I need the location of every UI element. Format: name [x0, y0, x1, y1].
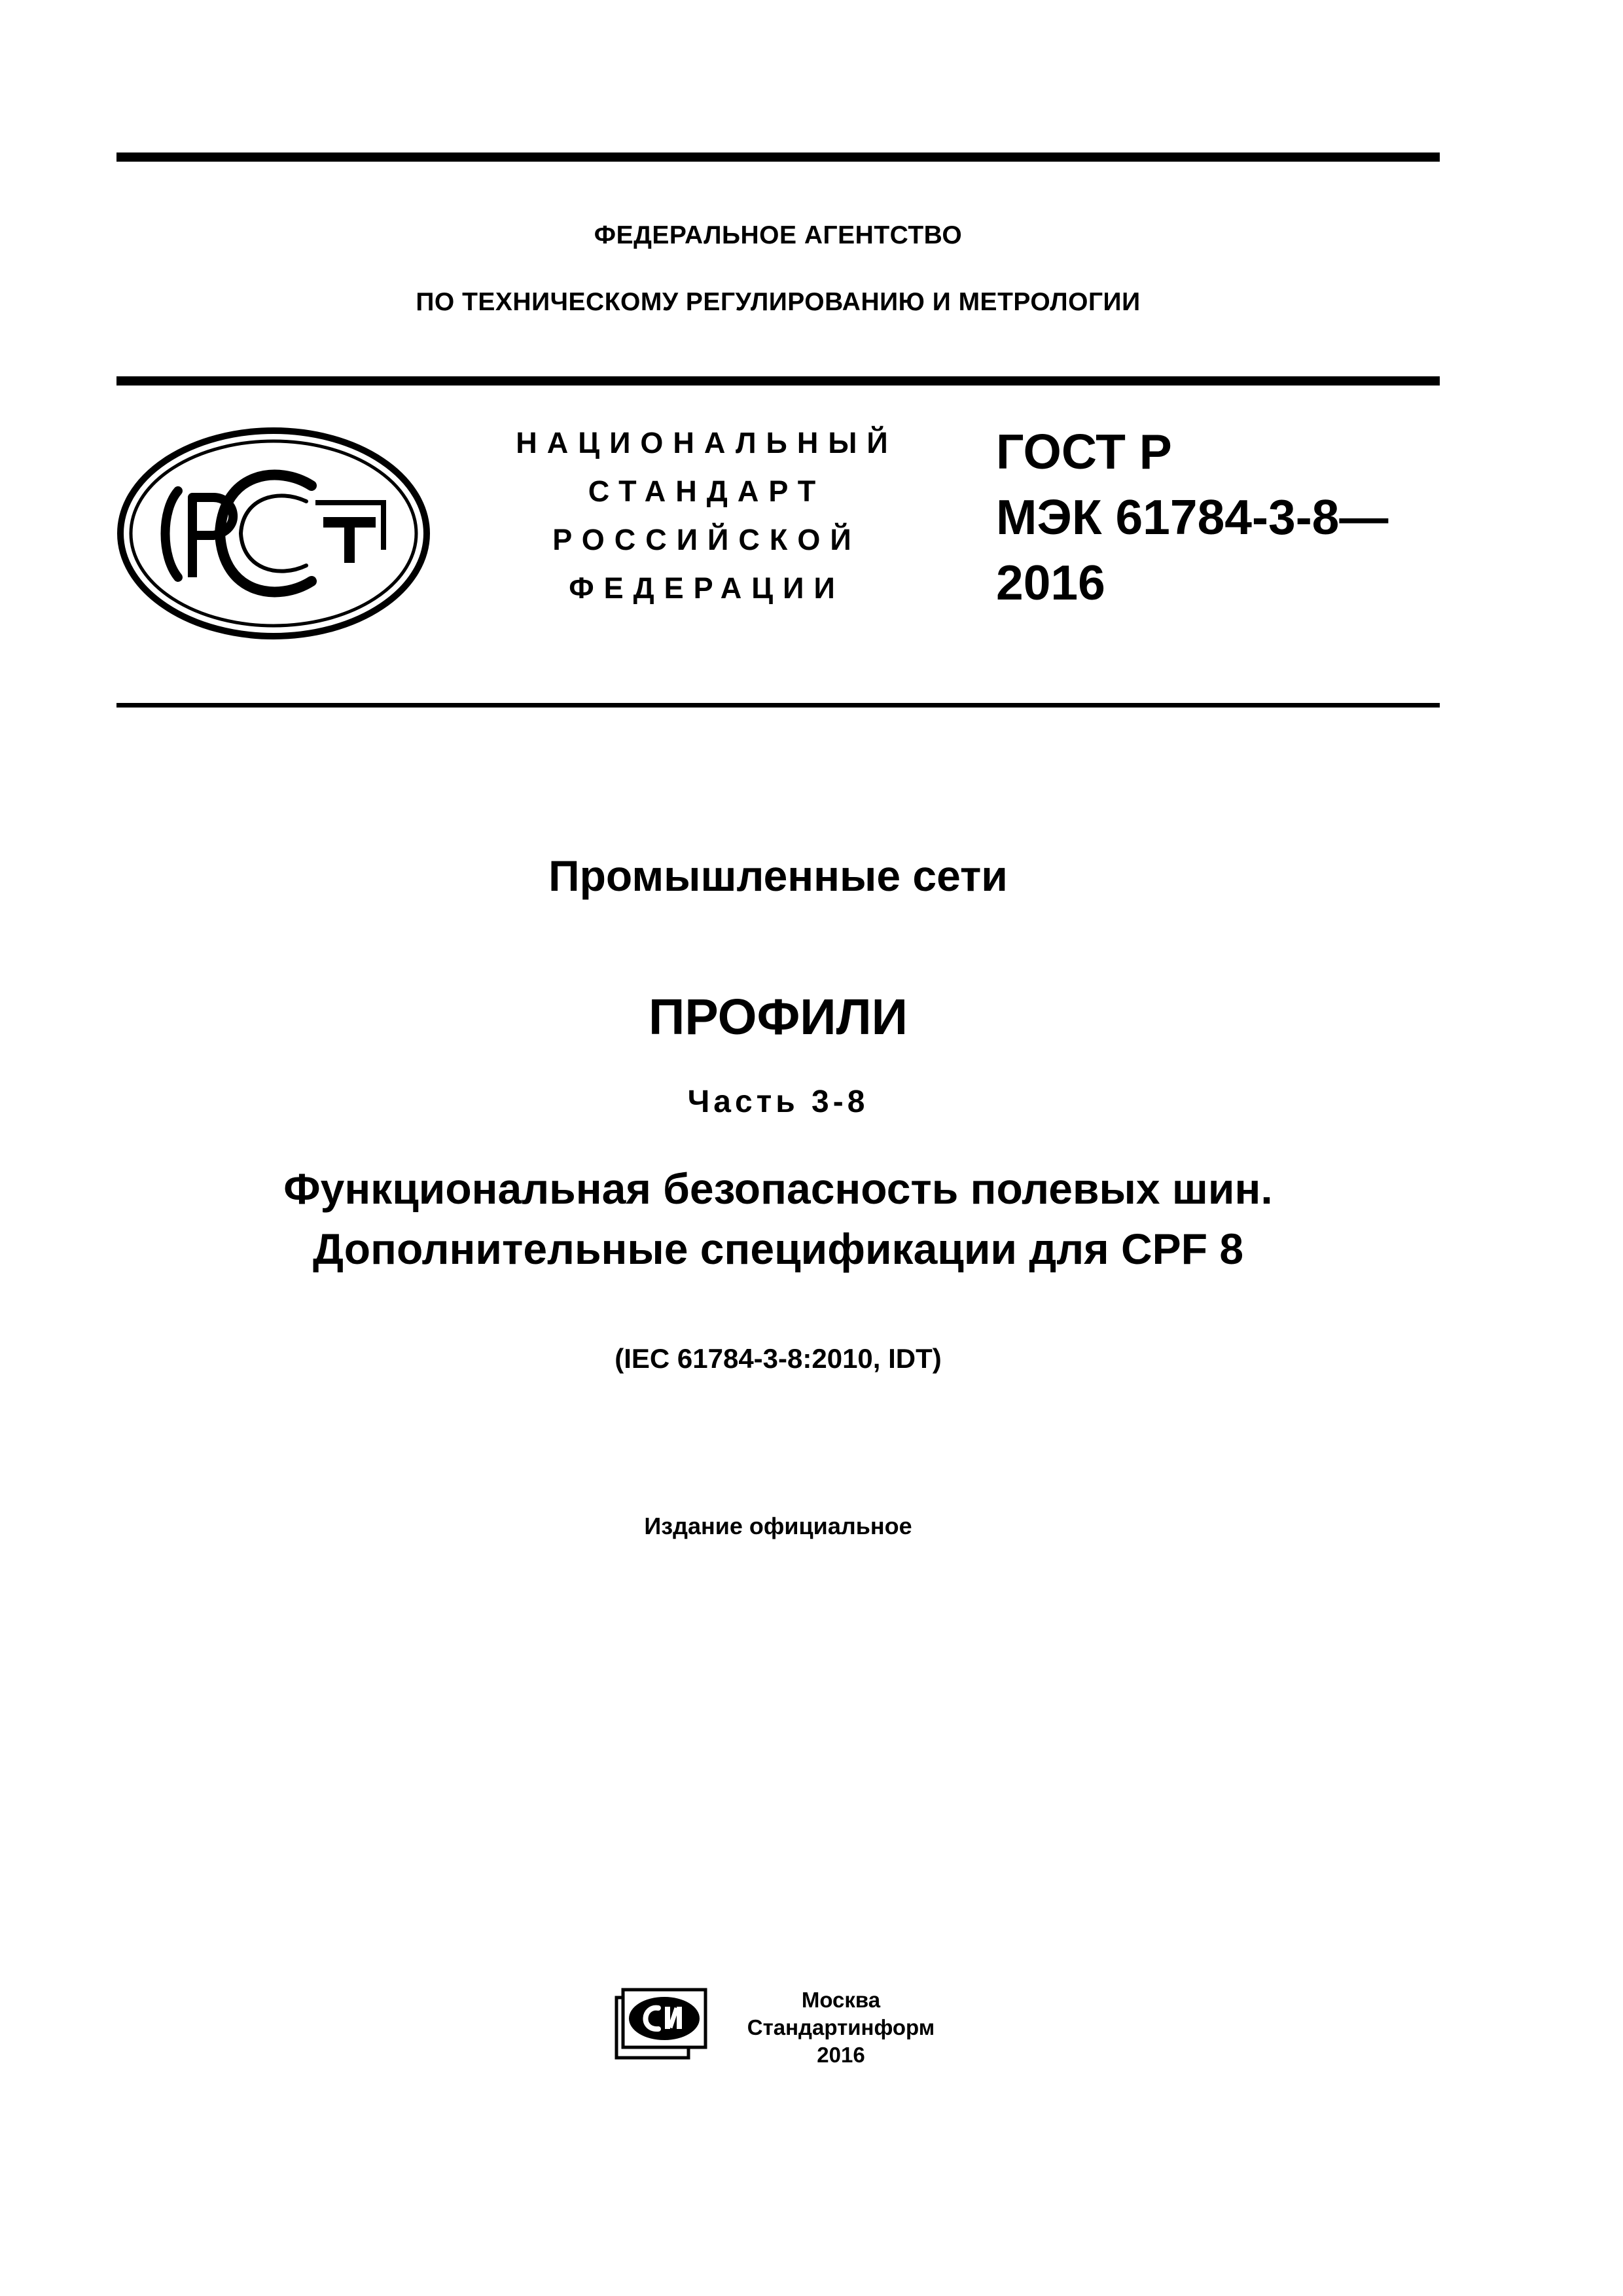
national-line: РОССИЙСКОЙ	[552, 523, 861, 556]
top-rule	[116, 152, 1440, 162]
title-industrial-networks: Промышленные сети	[548, 852, 1008, 900]
title-profiles: ПРОФИЛИ	[648, 989, 908, 1045]
standartinform-logo-icon	[614, 1983, 709, 2060]
national-standard-label	[484, 419, 929, 613]
publisher-city: Москва	[801, 1988, 881, 2012]
title-part: Часть 3-8	[687, 1085, 869, 1119]
national-line: СТАНДАРТ	[588, 475, 826, 508]
designation-line: ГОСТ Р	[996, 424, 1172, 479]
iec-reference: (IEC 61784-3-8:2010, IDT)	[615, 1343, 942, 1374]
middle-rule	[116, 376, 1440, 386]
edition-label: Издание официальное	[644, 1513, 912, 1539]
national-line: НАЦИОНАЛЬНЫЙ	[516, 426, 898, 459]
publisher-year: 2016	[817, 2043, 865, 2067]
designation-line: 2016	[996, 555, 1105, 610]
title-functional-line-1: Функциональная безопасность полевых шин.	[283, 1164, 1273, 1213]
agency-line-2: ПО ТЕХНИЧЕСКОМУ РЕГУЛИРОВАНИЮ И МЕТРОЛОГИИ	[416, 288, 1141, 316]
agency-line-1: ФЕДЕРАЛЬНОЕ АГЕНТСТВО	[594, 221, 963, 249]
publisher-name: Стандартинформ	[747, 2015, 935, 2039]
title-functional-safety	[116, 1158, 1440, 1279]
bottom-rule	[116, 703, 1440, 708]
rst-logo-icon	[115, 425, 432, 641]
national-line: ФЕДЕРАЦИИ	[569, 571, 845, 605]
designation-line: МЭК 61784-3-8—	[996, 490, 1389, 545]
publisher-block	[740, 1986, 942, 2069]
standard-designation	[996, 419, 1428, 615]
title-functional-line-2: Дополнительные спецификации для CPF 8	[312, 1225, 1244, 1273]
